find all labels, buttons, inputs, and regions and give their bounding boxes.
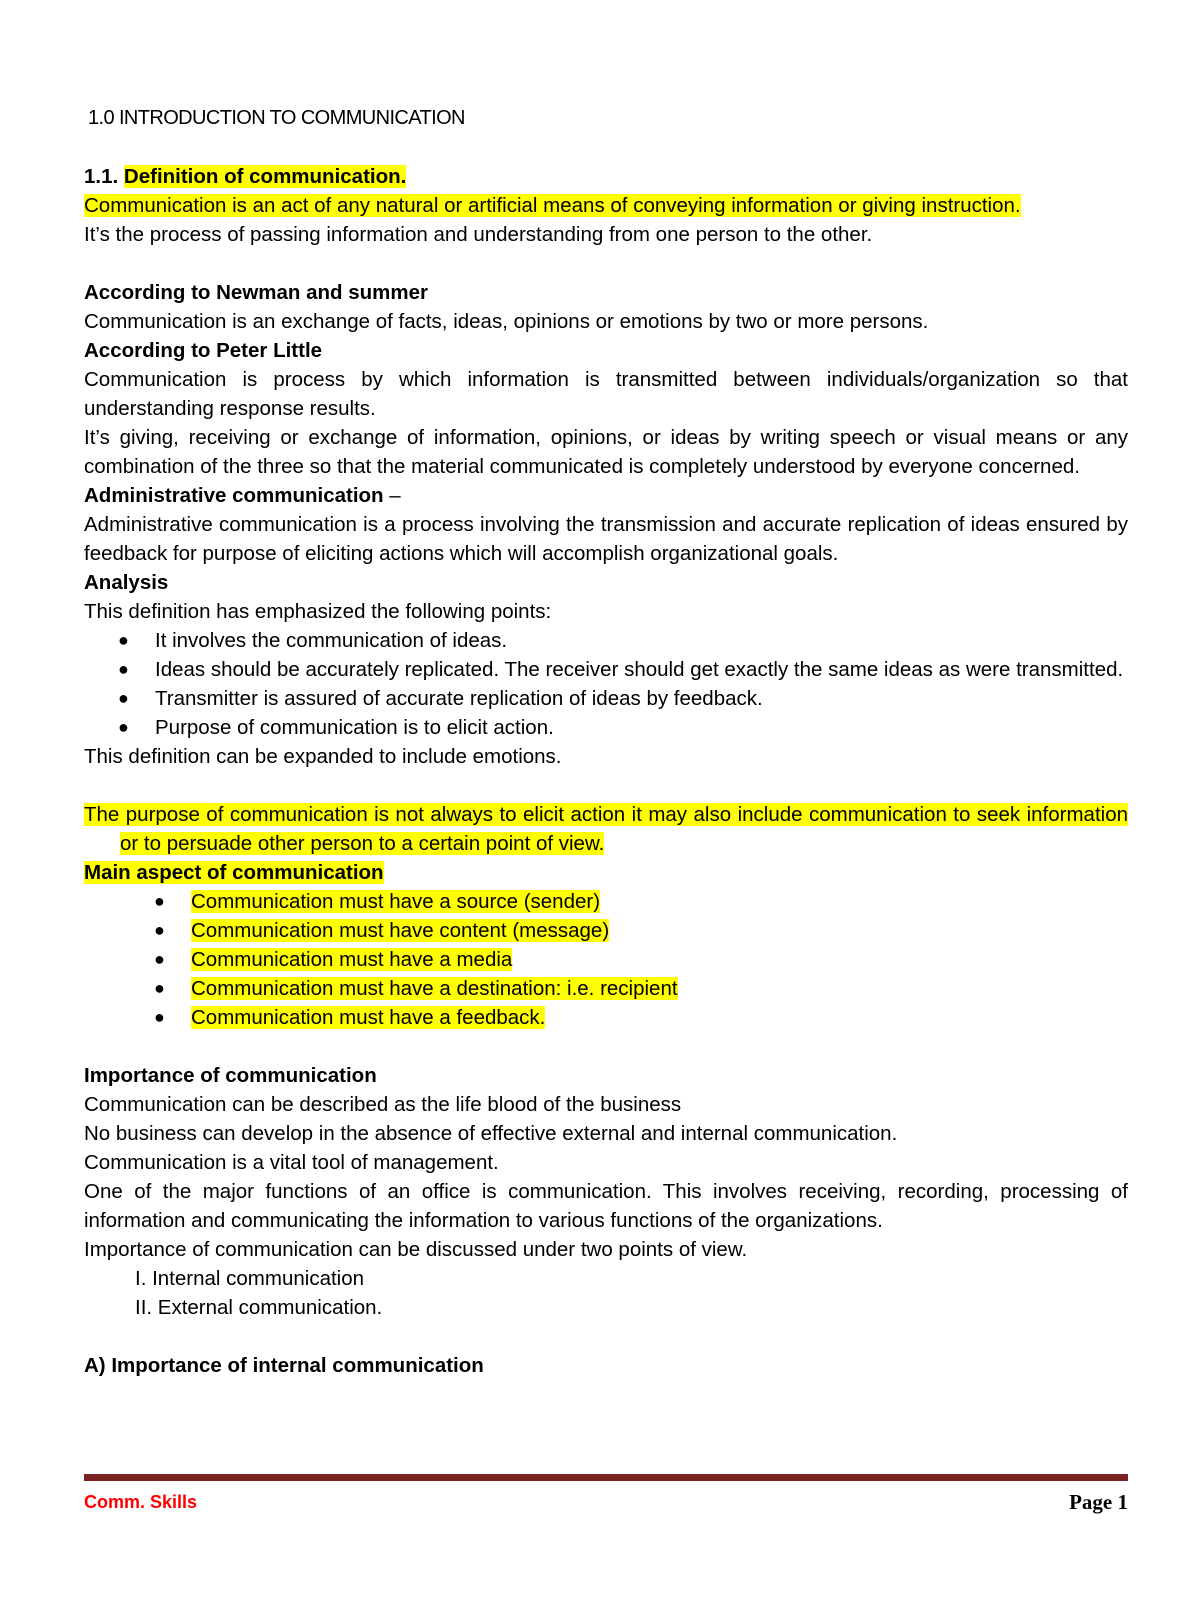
admin-heading-dash: – bbox=[383, 484, 401, 507]
importance-line-3: Communication is a vital tool of management. bbox=[84, 1151, 499, 1174]
spacer bbox=[84, 249, 1128, 278]
purpose-paragraph bbox=[84, 800, 1128, 858]
newman-paragraph: Communication is an exchange of facts, ideas, opinions or emotions by two or more persons. bbox=[84, 310, 929, 333]
analysis-outro: This definition can be expanded to include emotions. bbox=[84, 745, 562, 768]
footer-divider bbox=[84, 1474, 1128, 1481]
page-number: Page 1 bbox=[1069, 1490, 1128, 1514]
bullet-icon: ● bbox=[118, 717, 129, 737]
list-item bbox=[84, 916, 1128, 945]
list-item-text: Transmitter is assured of accurate replication of ideas by feedback. bbox=[155, 687, 763, 710]
bullet-icon: ● bbox=[154, 949, 165, 969]
aspects-list bbox=[84, 887, 1128, 1032]
little-paragraph-2: It’s giving, receiving or exchange of information, opinions, or ideas by writing speech or visual means or any combination of the three so that the material communicated is completely understood by everyone concerned. bbox=[84, 426, 1128, 478]
analysis-intro: This definition has emphasized the following points: bbox=[84, 600, 552, 623]
spacer bbox=[84, 1322, 1128, 1351]
bullet-icon: ● bbox=[118, 688, 129, 708]
list-item-text: Communication must have a source (sender) bbox=[191, 890, 601, 913]
point-external: II. External communication. bbox=[135, 1296, 383, 1319]
bullet-icon: ● bbox=[154, 978, 165, 998]
list-item bbox=[84, 974, 1128, 1003]
importance-line-4: One of the major functions of an office is communication. This involves receiving, recording, processing of information and communicating the information to various functions of the organizations. bbox=[84, 1180, 1128, 1232]
admin-heading-label: Administrative communication bbox=[84, 484, 384, 507]
importance-line-1: Communication can be described as the life blood of the business bbox=[84, 1093, 682, 1116]
list-item-text: Communication must have a destination: i.e. recipient bbox=[191, 977, 678, 1000]
analysis-list bbox=[84, 626, 1128, 742]
analysis-heading: Analysis bbox=[84, 571, 169, 594]
little-paragraph-1: Communication is process by which information is transmitted between individuals/organization so that understanding response results. bbox=[84, 368, 1128, 420]
spacer bbox=[84, 771, 1128, 800]
bullet-icon: ● bbox=[154, 1007, 165, 1027]
document-page bbox=[84, 104, 1128, 1380]
importance-line-5: Importance of communication can be discussed under two points of view. bbox=[84, 1238, 748, 1261]
list-item-text: Ideas should be accurately replicated. The receiver should get exactly the same ideas as were transmitted. bbox=[155, 658, 1124, 681]
aspects-heading bbox=[84, 858, 1128, 887]
list-item-text: Communication must have a media bbox=[191, 948, 513, 971]
bullet-icon: ● bbox=[118, 659, 129, 679]
list-item bbox=[84, 945, 1128, 974]
aspects-heading-text: Main aspect of communication bbox=[84, 861, 384, 884]
internal-heading: A) Importance of internal communication bbox=[84, 1354, 484, 1377]
admin-paragraph: Administrative communication is a process involving the transmission and accurate replication of ideas ensured by feedback for purpose of eliciting actions which will accomplish organizational goals. bbox=[84, 513, 1128, 565]
definition-number: 1.1. bbox=[84, 165, 119, 188]
bullet-icon: ● bbox=[154, 891, 165, 911]
definition-highlight-paragraph bbox=[84, 191, 1128, 220]
little-heading: According to Peter Little bbox=[84, 339, 323, 362]
definition-highlight-text: Communication is an act of any natural or artificial means of conveying information or giving instruction. bbox=[84, 194, 1021, 217]
list-item bbox=[84, 1003, 1128, 1032]
bullet-icon: ● bbox=[154, 920, 165, 940]
page-title: 1.0 INTRODUCTION TO COMMUNICATION bbox=[88, 107, 465, 129]
newman-heading: According to Newman and summer bbox=[84, 281, 429, 304]
importance-heading: Importance of communication bbox=[84, 1064, 377, 1087]
list-item-text: Purpose of communication is to elicit action. bbox=[155, 716, 554, 739]
list-item bbox=[84, 713, 1128, 742]
list-item bbox=[84, 887, 1128, 916]
list-item bbox=[84, 684, 1128, 713]
bullet-icon: ● bbox=[118, 630, 129, 650]
spacer bbox=[84, 133, 1128, 162]
footer-course-label: Comm. Skills bbox=[84, 1492, 198, 1512]
importance-line-2: No business can develop in the absence of effective external and internal communication. bbox=[84, 1122, 898, 1145]
list-item-text: Communication must have content (message) bbox=[191, 919, 610, 942]
list-item-text: It involves the communication of ideas. bbox=[155, 629, 508, 652]
spacer bbox=[84, 1032, 1128, 1061]
definition-title: Definition of communication. bbox=[123, 165, 407, 188]
purpose-text: The purpose of communication is not always to elicit action it may also include communication to seek information or to persuade other person to a certain point of view. bbox=[84, 803, 1128, 855]
list-item-text: Communication must have a feedback. bbox=[191, 1006, 546, 1029]
list-item bbox=[84, 655, 1128, 684]
definition-process-paragraph: It’s the process of passing information and understanding from one person to the other. bbox=[84, 223, 873, 246]
admin-heading bbox=[84, 481, 1128, 510]
definition-heading bbox=[84, 162, 1128, 191]
list-item bbox=[84, 626, 1128, 655]
point-internal: I. Internal communication bbox=[135, 1267, 365, 1290]
